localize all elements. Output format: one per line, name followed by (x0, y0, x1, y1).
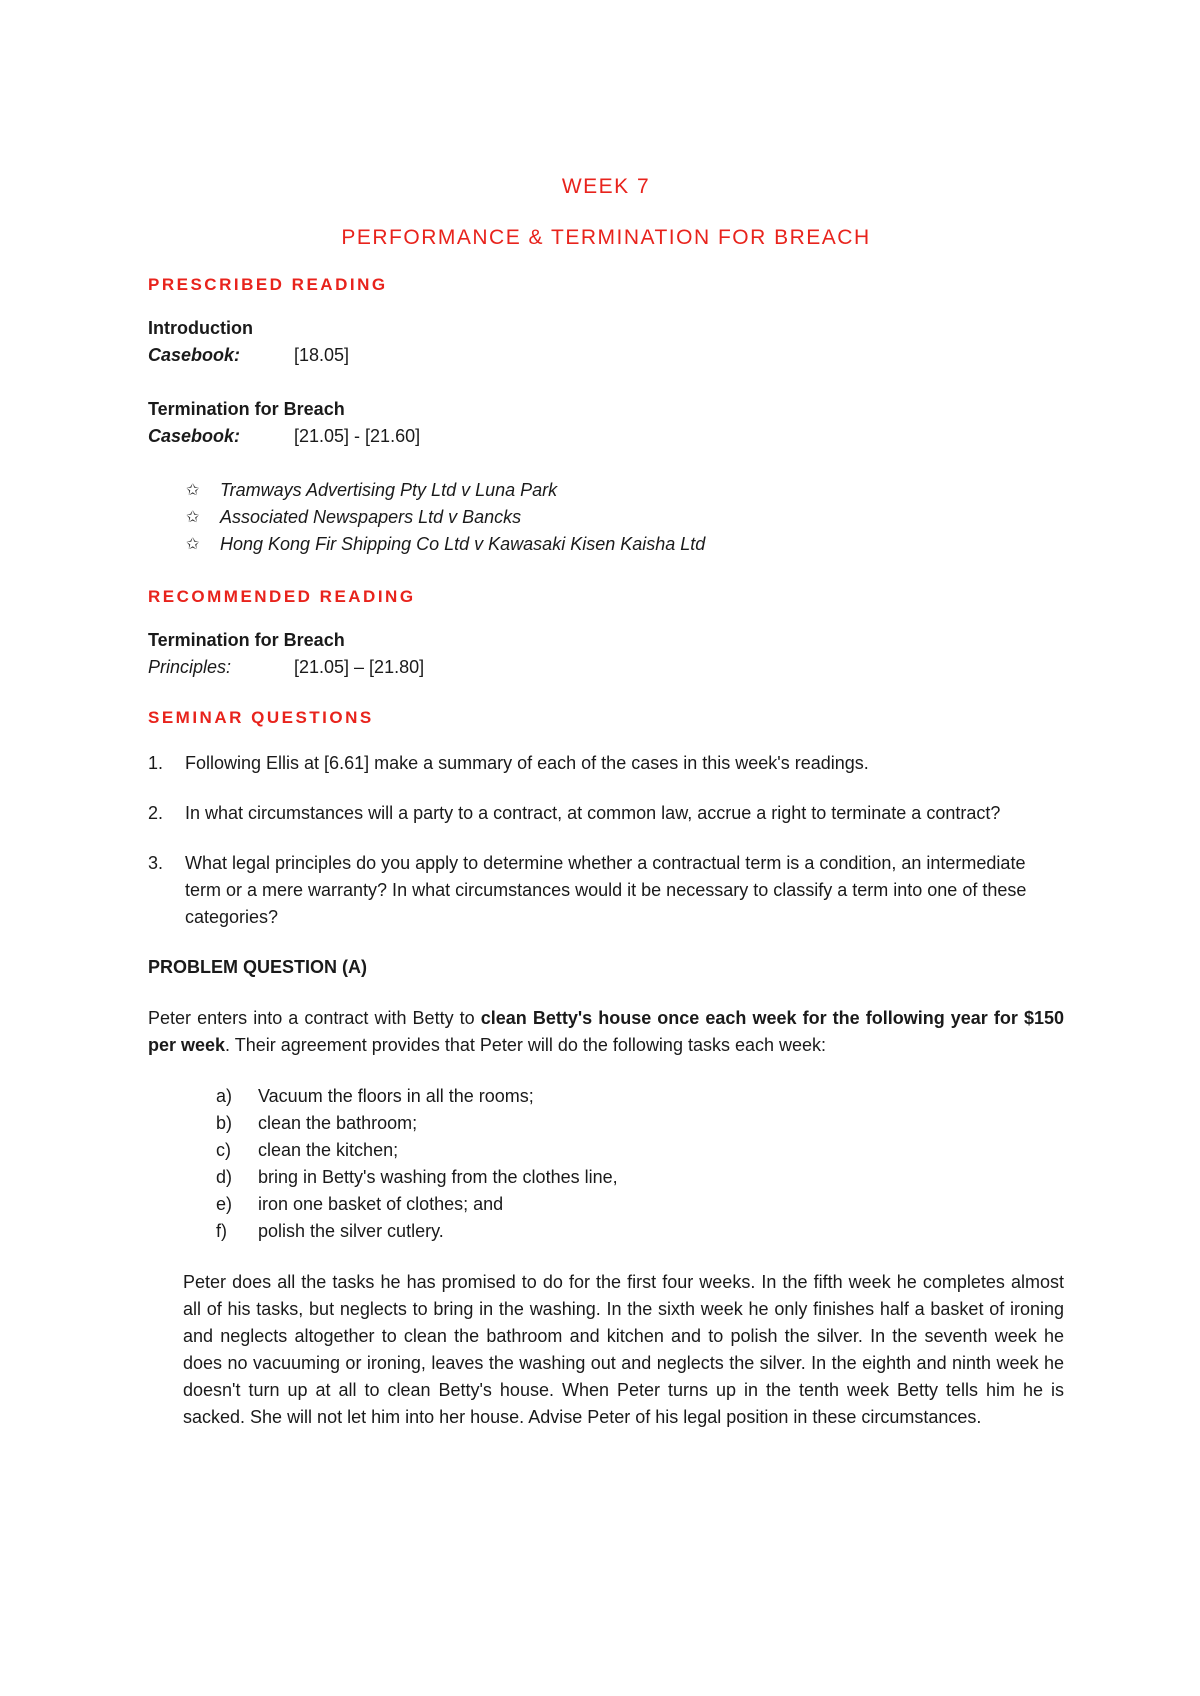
problem-intro (148, 1005, 1064, 1059)
question-number: 2. (148, 803, 164, 823)
task-text: iron one basket of clothes; and (258, 1194, 504, 1214)
problem-intro-emphasis: clean Betty's house once each week for the following year for $150 per week (148, 1008, 1064, 1055)
recommended-title: Termination for Breach (148, 630, 345, 650)
introduction-reference (148, 342, 1064, 369)
star-outline-icon: ✩ (186, 509, 200, 526)
question-item (148, 750, 1064, 777)
star-outline-icon: ✩ (186, 482, 200, 499)
principles-label: Principles: (148, 657, 232, 677)
casebook-ref: [18.05] (294, 345, 350, 365)
case-item (186, 504, 1064, 531)
prescribed-reading-heading: PRESCRIBED READING (148, 275, 388, 294)
task-letter: d) (216, 1167, 233, 1187)
task-letter: e) (216, 1194, 233, 1214)
question-item (148, 800, 1064, 827)
case-item (186, 477, 1064, 504)
task-item (216, 1164, 1064, 1191)
task-item (216, 1218, 1064, 1245)
case-item (186, 531, 1064, 558)
seminar-questions-heading: SEMINAR QUESTIONS (148, 708, 374, 727)
question-number: 1. (148, 753, 164, 773)
introduction-title: Introduction (148, 318, 253, 338)
prescribed-cases-list (186, 477, 1064, 558)
recommended-reference (148, 654, 1064, 681)
topic-title: PERFORMANCE & TERMINATION FOR BREACH (341, 226, 871, 249)
recommended-reading-heading: RECOMMENDED READING (148, 587, 416, 606)
task-item (216, 1191, 1064, 1218)
question-item (148, 850, 1064, 931)
principles-ref: [21.05] – [21.80] (294, 657, 425, 677)
task-letter: f) (216, 1221, 227, 1241)
task-letter: b) (216, 1113, 233, 1133)
task-text: polish the silver cutlery. (258, 1221, 444, 1241)
casebook-label: Casebook: (148, 345, 241, 365)
question-text: In what circumstances will a party to a contract, at common law, accrue a right to terminate a contract? (185, 803, 1001, 823)
case-name: Associated Newspapers Ltd v Bancks (220, 507, 522, 527)
problem-facts: Peter does all the tasks he has promised to do for the first four weeks. In the fifth week he completes almost all of his tasks, but neglects to bring in the washing. In the sixth week he only finishes half a basket of ironing and neglects altogether to clean the bathroom and kitchen and to polish the silver. In the seventh week he does no vacuuming or ironing, leaves the washing out and neglects the silver. In the eighth and ninth week he doesn't turn up at all to clean Betty's house. When Peter turns up in the tenth week Betty tells him he is sacked. She will not let him into her house. Advise Peter of his legal position in these circumstances. (183, 1272, 1064, 1427)
task-list (216, 1083, 1064, 1245)
problem-intro-text: . Their agreement provides that Peter will do the following tasks each week: (225, 1035, 827, 1055)
task-text: clean the bathroom; (258, 1113, 418, 1133)
task-item (216, 1110, 1064, 1137)
task-text: clean the kitchen; (258, 1140, 399, 1160)
question-number: 3. (148, 853, 164, 873)
termination-reference (148, 423, 1064, 450)
problem-question-heading: PROBLEM QUESTION (A) (148, 957, 367, 977)
task-item (216, 1137, 1064, 1164)
task-letter: c) (216, 1140, 231, 1160)
problem-intro-text: Peter enters into a contract with Betty to (148, 1008, 481, 1028)
termination-title: Termination for Breach (148, 399, 345, 419)
page-content (148, 168, 1064, 1431)
casebook-label: Casebook: (148, 426, 241, 446)
case-name: Tramways Advertising Pty Ltd v Luna Park (220, 480, 558, 500)
question-text: What legal principles do you apply to determine whether a contractual term is a condition, an intermediate term or a mere warranty? In what circumstances would it be necessary to classify a term into one of these categories? (185, 853, 1027, 927)
question-text: Following Ellis at [6.61] make a summary of each of the cases in this week's readings. (185, 753, 869, 773)
week-title: WEEK 7 (561, 175, 651, 198)
task-text: bring in Betty's washing from the clothes line, (258, 1167, 618, 1187)
case-name: Hong Kong Fir Shipping Co Ltd v Kawasaki Kisen Kaisha Ltd (220, 534, 706, 554)
casebook-ref: [21.05] - [21.60] (294, 426, 421, 446)
star-outline-icon: ✩ (186, 536, 200, 553)
seminar-questions-list (148, 750, 1064, 931)
task-text: Vacuum the floors in all the rooms; (258, 1086, 534, 1106)
task-letter: a) (216, 1086, 233, 1106)
task-item (216, 1083, 1064, 1110)
